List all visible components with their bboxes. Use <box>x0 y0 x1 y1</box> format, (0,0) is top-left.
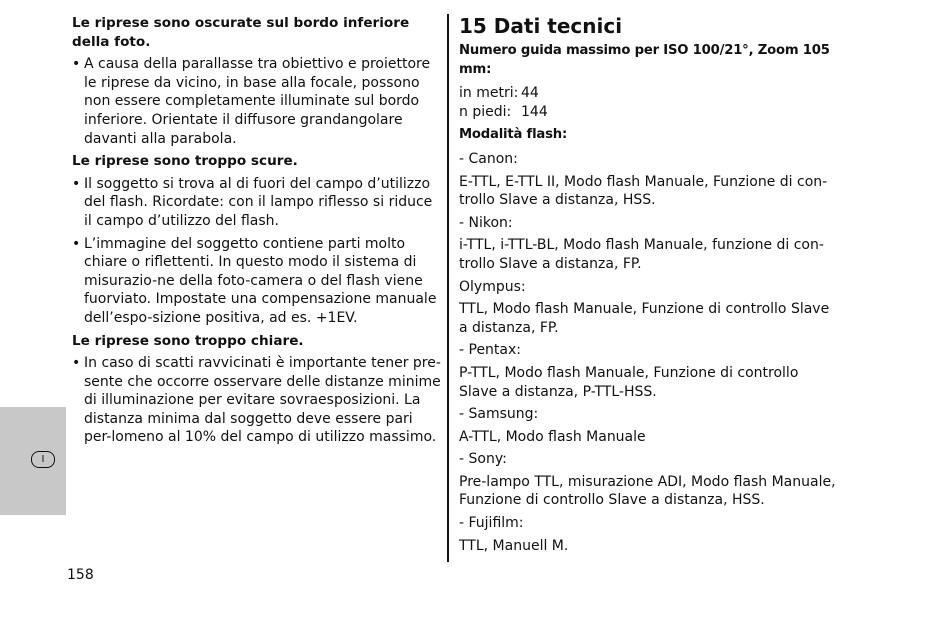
section-heading: Le riprese sono troppo chiare. <box>72 332 304 349</box>
modes-fujifilm: TTL, Manuell M. <box>459 537 569 554</box>
bullet-icon: • <box>72 56 81 73</box>
guide-row-meters: in metri: 44 <box>459 85 539 102</box>
guide-number-heading: Numero guida massimo per ISO 100/21°, Zoom 105 mm: <box>459 43 830 77</box>
bullet-icon: • <box>72 175 81 192</box>
modes-sony: Pre-lampo TTL, misurazione ADI, Modo flash Manuale, Funzione di controllo Slave a distanza, HSS. <box>459 473 836 509</box>
bullet-item: • Il soggetto si trova al di fuori del campo d’utilizzo del flash. Ricordate: con il lampo riflesso si riduce il campo d’utilizzo del flash. <box>72 175 433 229</box>
modes-olympus: TTL, Modo flash Manuale, Funzione di controllo Slave a distanza, FP. <box>459 301 830 336</box>
brand-olympus: Olympus: <box>459 278 526 295</box>
bullet-item: • A causa della parallasse tra obiettivo e proiettore le riprese da vicino, in base alla focale, possono non essere completamente illuminate sul bordo inferiore. Orientate il diffusore grandangolare davanti alla parabola. <box>72 56 431 147</box>
modes-pentax: P-TTL, Modo flash Manuale, Funzione di controllo Slave a distanza, P-TTL-HSS. <box>459 364 799 400</box>
bullet-icon: • <box>72 235 81 252</box>
bullet-item: • L’immagine del soggetto contiene parti molto chiare o riflettenti. In questo modo il sistema di misurazio-ne della foto-camera o del flash viene fuorviato. Impostate una compensazione manuale dell’espo-sizione positiva, ad es. +1EV. <box>72 235 437 326</box>
brand-fujifilm: - Fujifilm: <box>459 515 524 532</box>
section-too-dark <box>72 152 444 327</box>
brand-pentax: - Pentax: <box>459 342 522 359</box>
bullet-item: • In caso di scatti ravvicinati è importante tener pre-sente che occorre osservare delle distanze minime di illuminazione per evitare sovraesposizioni. La distanza minima dal soggetto deve essere pari per-lomeno al 10% del campo di utilizzo massimo. <box>72 355 441 446</box>
page-title: 15 Dati tecnici <box>459 14 623 38</box>
column-divider <box>447 14 449 562</box>
flash-modes-heading: Modalità flash: <box>459 127 568 143</box>
left-column <box>72 14 444 451</box>
brand-canon: - Canon: <box>459 150 518 167</box>
section-too-bright <box>72 332 444 448</box>
section-heading: Le riprese sono oscurate sul bordo inferiore della foto. <box>72 15 410 50</box>
section-bottom-dark <box>72 14 444 148</box>
modes-nikon: i-TTL, i-TTL-BL, Modo flash Manuale, funzione di con-trollo Slave a distanza, FP. <box>459 237 824 272</box>
brand-nikon: - Nikon: <box>459 214 513 231</box>
bullet-icon: • <box>72 355 81 372</box>
brand-sony: - Sony: <box>459 451 507 468</box>
section-heading: Le riprese sono troppo scure. <box>72 153 298 170</box>
brand-samsung: - Samsung: <box>459 406 539 423</box>
modes-samsung: A-TTL, Modo flash Manuale <box>459 428 646 445</box>
page-number: 158 <box>67 567 94 583</box>
modes-canon: E-TTL, E-TTL II, Modo flash Manuale, Funzione di con-trollo Slave a distanza, HSS. <box>459 173 828 209</box>
right-column <box>459 14 839 559</box>
language-badge: I <box>31 451 55 468</box>
guide-row-feet: n piedi: 144 <box>459 103 548 120</box>
